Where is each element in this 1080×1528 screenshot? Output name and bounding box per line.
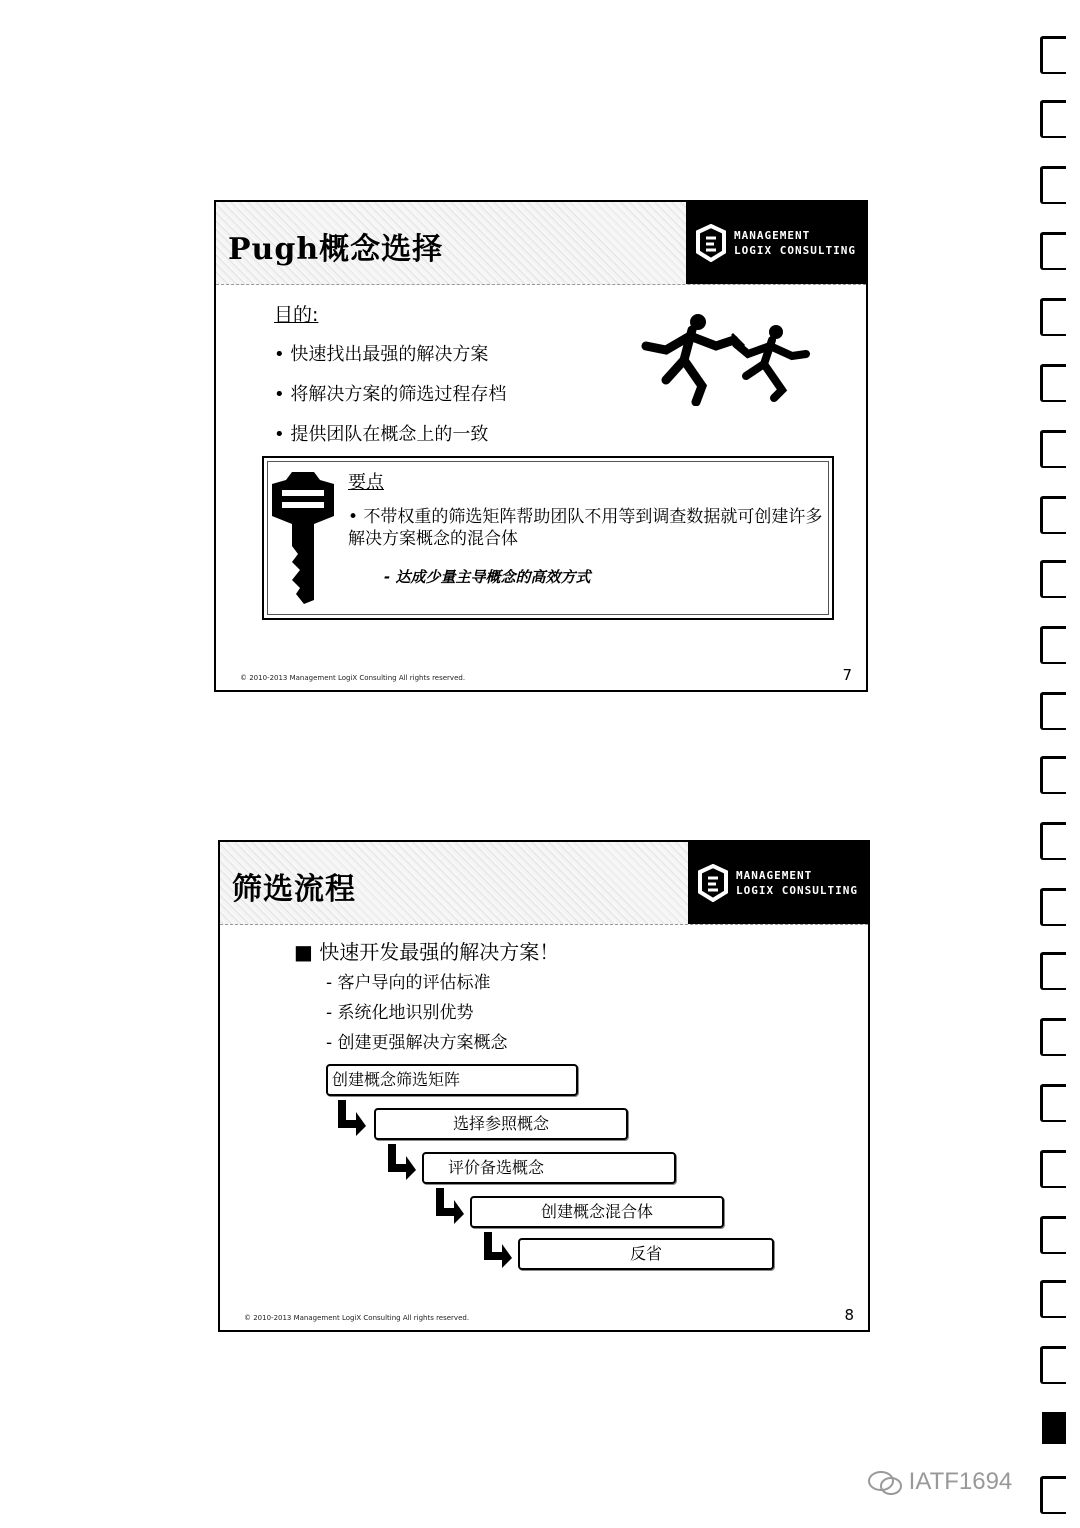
binder-ring [1040,1280,1066,1318]
page-number: 7 [842,666,852,684]
slide-7 [214,200,868,692]
binder-ring [1040,430,1066,468]
brand-line-1: MANAGEMENT [734,229,811,242]
bullet-text: 将解决方案的筛选过程存档 [290,384,507,405]
binder-ring [1040,166,1066,204]
binder-ring [1040,822,1066,860]
binder-ring [1040,1346,1066,1384]
key-points-heading: 要点 [348,472,384,493]
sub-bullet-1: - 客户导向的评估标准 [326,973,491,993]
brand-line-2: LOGIX CONSULTING [736,884,858,897]
binder-ring [1040,1018,1066,1056]
bullet-text: 快速找出最强的解决方案 [290,344,489,365]
management-logix-logo-icon [694,224,728,262]
copyright: © 2010-2013 Management LogiX Consulting All rights reserved. [240,674,466,682]
key-points-body: 不带权重的筛选矩阵帮助团队不用等到调查数据就可创建许多解决方案概念的混合体 [348,507,823,549]
binder-ring [1040,1084,1066,1122]
slide-8 [218,840,870,1332]
step-arrow-icon [432,1188,466,1224]
key-points-box [262,456,834,620]
page-number: 8 [844,1306,854,1324]
brand-logo-box [688,842,868,924]
slide-header [216,202,866,285]
key-icon [270,470,336,606]
binder-ring [1040,626,1066,664]
step-5-box [518,1238,774,1270]
step-label: 评价备选概念 [448,1158,545,1177]
binder-block [1042,1412,1066,1444]
binder-ring [1040,496,1066,534]
step-label: 创建概念筛选矩阵 [332,1070,461,1089]
slide-header [220,842,868,925]
main-bullet: ■ 快速开发最强的解决方案！ [294,940,560,964]
key-points-text: • 不带权重的筛选矩阵帮助团队不用等到调查数据就可创建许多解决方案概念的混合体 [348,507,823,549]
wechat-icon [868,1470,902,1496]
step-2-box [374,1108,628,1140]
step-3-box [422,1152,676,1184]
step-label: 选择参照概念 [452,1114,549,1133]
watermark [868,1468,1012,1496]
bullet-3: • 提供团队在概念上的一致 [274,424,489,445]
step-arrow-icon [384,1144,418,1180]
step-label: 反省 [629,1244,662,1263]
binder-ring [1040,1150,1066,1188]
brand-text [734,228,856,258]
binder-ring [1040,36,1066,74]
copyright: © 2010-2013 Management LogiX Consulting All rights reserved. [244,1314,470,1322]
binder-ring [1040,560,1066,598]
step-arrow-icon [334,1100,368,1136]
brand-line-1: MANAGEMENT [736,869,813,882]
brand-logo-box [686,202,866,284]
main-bullet-text: 快速开发最强的解决方案！ [319,940,560,964]
binder-ring [1040,100,1066,138]
binder-ring [1040,692,1066,730]
bullet-1: • 快速找出最强的解决方案 [274,344,489,365]
binder-ring [1040,232,1066,270]
management-logix-logo-icon [696,864,730,902]
binder-ring [1040,364,1066,402]
binder-ring [1040,888,1066,926]
brand-line-2: LOGIX CONSULTING [734,244,856,257]
sub-bullet-3: - 创建更强解决方案概念 [326,1033,508,1053]
purpose-heading: 目的: [274,304,319,326]
step-label: 创建概念混合体 [540,1202,653,1221]
key-points-sub: - 达成少量主导概念的高效方式 [384,568,591,586]
bullet-2: • 将解决方案的筛选过程存档 [274,384,507,405]
step-arrow-icon [480,1232,514,1268]
slide-title: 筛选流程 [232,872,356,907]
bullet-text: 提供团队在概念上的一致 [290,424,489,445]
slide-title: Pugh概念选择 [228,232,444,267]
binder-ring [1040,1216,1066,1254]
step-4-box [470,1196,724,1228]
watermark-text: IATF1694 [908,1468,1013,1495]
binder-ring [1040,1476,1066,1514]
binder-ring [1040,756,1066,794]
relay-runners-icon [636,310,816,406]
binder-ring [1040,952,1066,990]
binder-ring [1040,298,1066,336]
brand-text [736,868,858,898]
sub-bullet-2: - 系统化地识别优势 [326,1003,474,1023]
step-1-box [326,1064,578,1096]
